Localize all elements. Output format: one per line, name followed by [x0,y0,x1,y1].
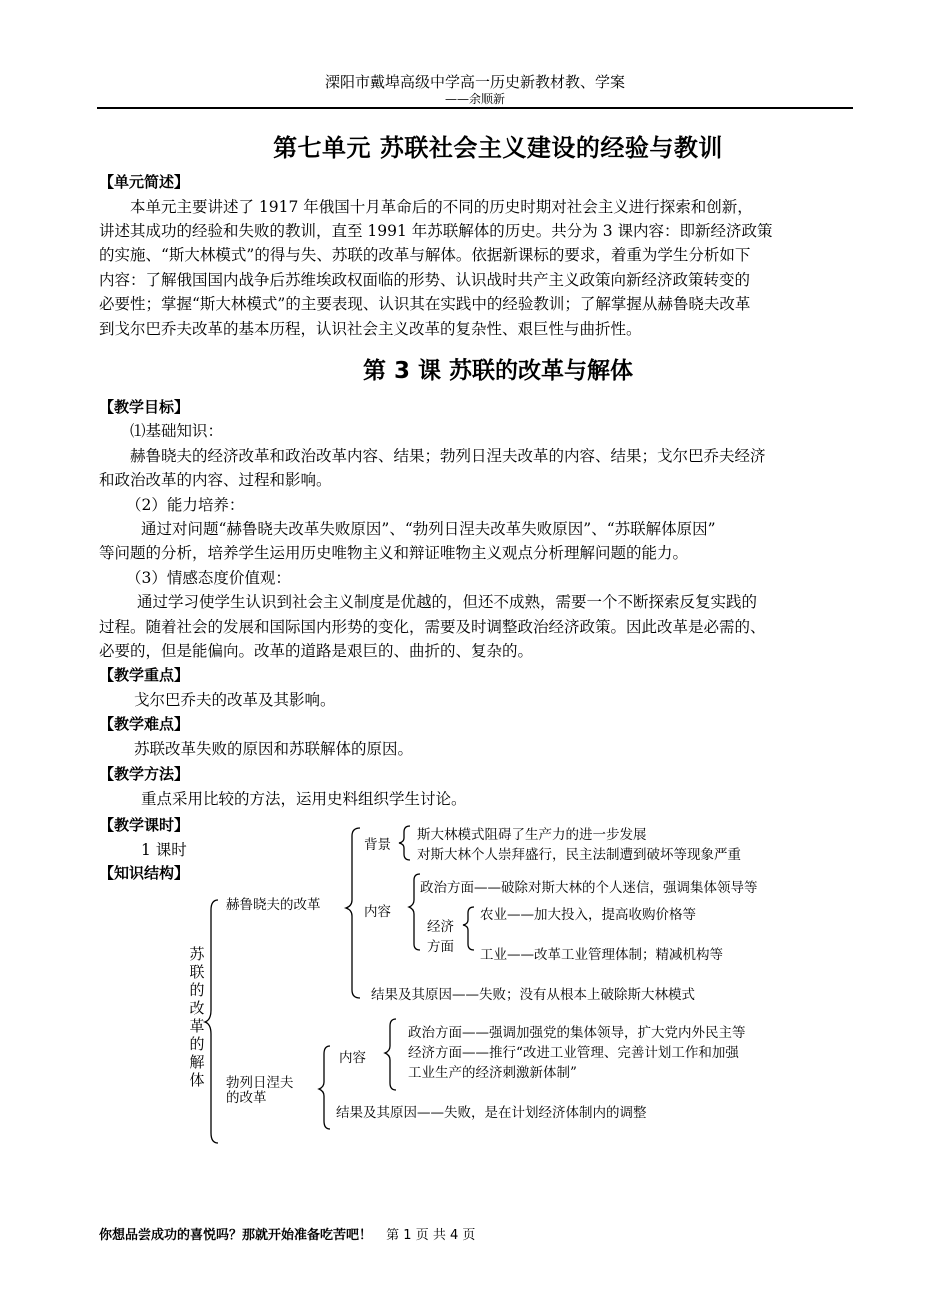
unit-title: 第七单元 苏联社会主义建设的经验与教训 [273,134,723,162]
khrushchev-brace [346,828,360,998]
khrushchev-result: 结果及其原因——失败；没有从根本上破除斯大林模式 [371,987,695,1003]
brezhnev-brace [319,1046,330,1129]
structure-root-label: 苏联的改革的解体 [189,945,205,1089]
khrushchev-political: 政治方面——破除对斯大林的个人迷信，强调集体领导等 [420,880,758,896]
brezhnev-content-label: 内容 [339,1050,366,1066]
basic-knowledge-label: ⑴基础知识： [130,422,224,440]
page-number: 第 1 页 共 4 页 [386,1228,476,1243]
lesson-title: 第 3 课 苏联的改革与解体 [362,358,634,384]
khrushchev-industry: 工业——改革工业管理体制；精减机构等 [480,947,723,963]
root-brace [205,900,218,1143]
basic-knowledge-line: 赫鲁晓夫的经济改革和政治改革内容、结果；勃列日涅夫改革的内容、结果；戈尔巴乔夫经济 [130,447,766,465]
brezhnev-reform-label: 的改革 [226,1090,267,1106]
key-point-text: 戈尔巴乔夫的改革及其影响。 [134,691,336,709]
footer-motto: 你想品尝成功的喜悦吗？那就开始准备吃苦吧！ [99,1228,373,1243]
knowledge-structure-heading: 【知识结构】 [99,864,190,882]
brezhnev-content-brace [385,1019,396,1090]
background-item: 斯大林模式阻碍了生产力的进一步发展 [417,827,647,843]
unit-summary-line: 内容：了解俄国国内战争后苏维埃政权面临的形势、认识战时共产主义政策向新经济政策转变的 [99,271,751,289]
page-footer [99,1224,475,1243]
key-point-heading: 【教学重点】 [99,666,190,684]
class-hours-text: 1 课时 [141,841,187,859]
economy-label: 经济 [427,919,454,935]
background-item: 对斯大林个人崇拜盛行，民主法制遭到破坏等现象严重 [417,847,741,863]
emotion-line: 必要的，但是能偏向。改革的道路是艰巨的、曲折的、复杂的。 [99,642,534,660]
ability-line: 通过对问题“赫鲁晓夫改革失败原因”、“勃列日涅夫改革失败原因”、“苏联解体原因” [141,520,716,538]
unit-summary-heading: 【单元简述】 [99,173,190,191]
economy-brace [463,907,474,950]
difficulty-text: 苏联改革失败的原因和苏联解体的原因。 [134,740,414,758]
document-header-title: 溧阳市戴埠高级中学高一历史新教材教、学案 [324,73,625,91]
basic-knowledge-line: 和政治改革的内容、过程和影响。 [99,471,332,489]
content-brace [409,874,420,950]
khrushchev-reform-label: 赫鲁晓夫的改革 [226,897,321,913]
brezhnev-economic: 工业生产的经济刺激新体制” [408,1065,577,1081]
class-hours-heading: 【教学课时】 [99,816,190,834]
method-text: 重点采用比较的方法，运用史料组织学生讨论。 [141,790,467,808]
unit-summary-line: 的实施、“斯大林模式”的得与失、苏联的改革与解体。依据新课标的要求，着重为学生分析如下 [99,246,751,264]
brezhnev-reform-label: 勃列日涅夫 [226,1075,294,1091]
unit-summary-line: 讲述其成功的经验和失败的教训，直至 1991 年苏联解体的历史。共分为 3 课内容：即新经济政策 [99,222,773,240]
background-label: 背景 [364,837,391,853]
brezhnev-political: 政治方面——强调加强党的集体领导，扩大党内外民主等 [408,1025,746,1041]
emotion-label: （3）情感态度价值观： [126,569,291,587]
khrushchev-content-label: 内容 [364,904,391,920]
brezhnev-economic: 经济方面——推行“改进工业管理、完善计划工作和加强 [408,1045,739,1061]
ability-label: （2）能力培养： [126,496,245,514]
difficulty-heading: 【教学难点】 [99,715,190,733]
khrushchev-agriculture: 农业——加大投入，提高收购价格等 [480,907,696,923]
document-header-author: ——余顺新 [444,92,505,106]
emotion-line: 通过学习使学生认识到社会主义制度是优越的，但还不成熟，需要一个不断探索反复实践的 [137,593,758,611]
background-brace [399,826,410,860]
brezhnev-result: 结果及其原因——失败，是在计划经济体制内的调整 [336,1105,647,1121]
teaching-goals-heading: 【教学目标】 [99,398,190,416]
unit-summary-line: 本单元主要讲述了 1917 年俄国十月革命后的不同的历史时期对社会主义进行探索和创新， [130,198,753,216]
unit-summary-line: 到戈尔巴乔夫改革的基本历程，认识社会主义改革的复杂性、艰巨性与曲折性。 [99,320,642,338]
unit-summary-line: 必要性；掌握“斯大林模式”的主要表现、认识其在实践中的经验教训；了解掌握从赫鲁晓夫改革 [99,295,751,313]
method-heading: 【教学方法】 [99,765,190,783]
economy-label: 方面 [427,939,454,955]
ability-line: 等问题的分析，培养学生运用历史唯物主义和辩证唯物主义观点分析理解问题的能力。 [99,544,689,562]
emotion-line: 过程。随着社会的发展和国际国内形势的变化，需要及时调整政治经济政策。因此改革是必需的、 [99,618,766,636]
